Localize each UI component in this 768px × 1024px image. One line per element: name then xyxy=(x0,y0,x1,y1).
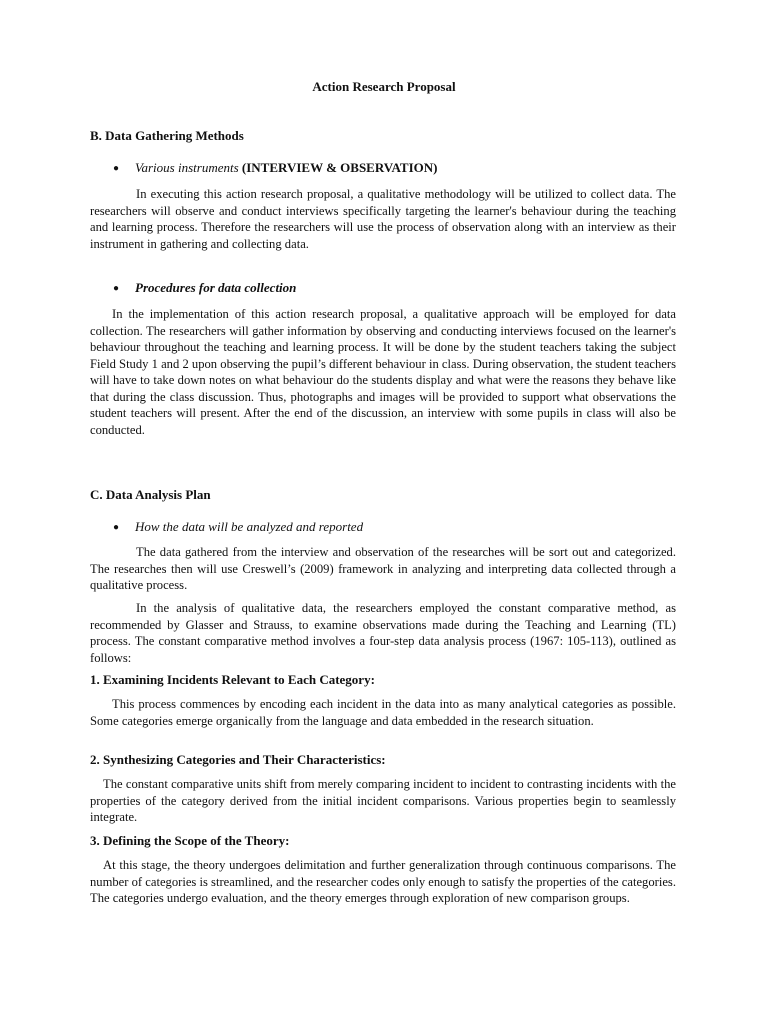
document-title: Action Research Proposal xyxy=(312,79,456,94)
bullet-dot-icon: ● xyxy=(113,163,120,174)
bullet-procedures xyxy=(113,280,296,298)
bullet-dot-icon: ● xyxy=(113,283,120,294)
step-3-text: At this stage, the theory undergoes delimitation and further generalization through continuous comparisons. The number of categories is streamlined, and the researcher codes only enough to satisfy the properties of the categories. The categories undergo evaluation, and the theory emerges through exploration of new comparison groups. xyxy=(90,858,676,905)
bullet-procedures-text: Procedures for data collection xyxy=(135,280,297,295)
bullet-rest-text: (INTERVIEW & OBSERVATION) xyxy=(238,160,438,175)
bullet-analysis-text: How the data will be analyzed and reported xyxy=(135,519,364,534)
step-1-heading: 1. Examining Incidents Relevant to Each Category: xyxy=(90,672,375,687)
bullet-italic-text: Various instruments xyxy=(135,160,239,175)
section-c-paragraph-1: The data gathered from the interview and observation of the researches will be sort out and categorized. The researches then will use Creswell’s (2009) framework in analyzing and interpreting data collected through a qualitative process. xyxy=(90,545,676,592)
section-c-heading: C. Data Analysis Plan xyxy=(90,487,211,502)
bullet-various-instruments xyxy=(113,160,437,178)
section-c-paragraph-2: In the analysis of qualitative data, the researchers employed the constant comparative method, as recommended by Glasser and Strauss, to examine observations made during the Teaching and Learning (TL) process. The constant comparative method involves a four-step data analysis process (1967: 105-113), outlined as follows: xyxy=(90,601,676,665)
bullet-analysis xyxy=(113,519,363,537)
section-b-heading: B. Data Gathering Methods xyxy=(90,128,244,143)
step-3-heading: 3. Defining the Scope of the Theory: xyxy=(90,833,290,848)
step-2-heading: 2. Synthesizing Categories and Their Characteristics: xyxy=(90,752,386,767)
bullet-dot-icon: ● xyxy=(113,522,120,533)
section-b-paragraph-1: In executing this action research proposal, a qualitative methodology will be utilized to collect data. The researchers will observe and conduct interviews specifically targeting the learner's behaviour during the teaching and learning process. Therefore the researchers will use the process of observation along with an interview as their instrument in gathering and collecting data. xyxy=(90,187,676,251)
step-2-text: The constant comparative units shift from merely comparing incident to incident to contrasting incidents with the properties of the category derived from the initial incident comparisons. Various properties begin to seamlessly integrate. xyxy=(90,777,676,824)
section-b-paragraph-2: In the implementation of this action research proposal, a qualitative approach will be employed for data collection. The researchers will gather information by observing and conducting interviews focused on the learner's behaviour throughout the teaching and learning process. It will be done by the student teachers taking the subject Field Study 1 and 2 upon observing the pupil’s different behaviour in class. During observation, the student teachers will have to take down notes on what behaviour do the students display and what were the reasons they behave like that during the class discussion. Thus, photographs and images will be provided to support what observations the student teachers will present. After the end of the discussion, an interview with some pupils in class will also be conducted. xyxy=(90,307,676,437)
step-1-text: This process commences by encoding each incident in the data into as many analytical categories as possible. Some categories emerge organically from the language and data embedded in the research situation. xyxy=(90,697,676,728)
